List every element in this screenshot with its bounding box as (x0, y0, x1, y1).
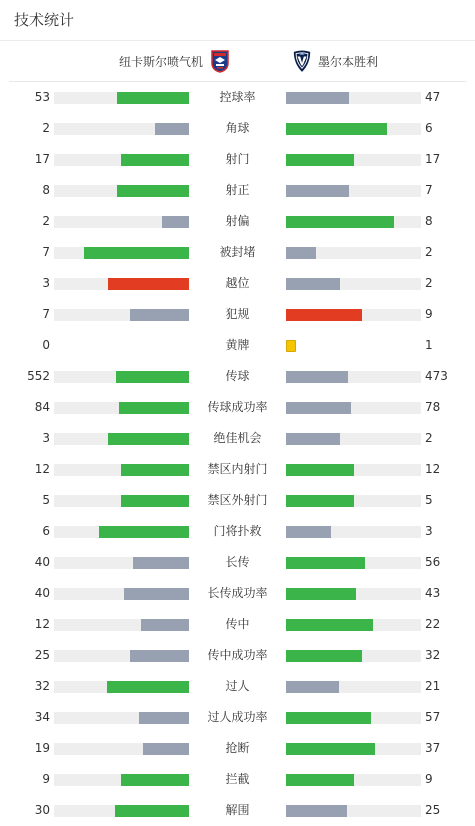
home-bar-fill (121, 464, 189, 476)
home-value: 9 (42, 772, 50, 786)
away-bar-fill (286, 681, 339, 693)
home-bar-fill (117, 92, 189, 104)
home-value: 12 (34, 617, 50, 631)
home-bar-fill (119, 402, 189, 414)
away-bar-track (286, 526, 421, 538)
home-bar-fill (121, 495, 189, 507)
away-bar-track (286, 154, 421, 166)
home-bar-fill (130, 650, 189, 662)
home-value: 40 (34, 555, 50, 569)
stat-label: 抢断 (225, 741, 250, 755)
home-bar-fill (133, 557, 189, 569)
away-bar-fill (286, 712, 371, 724)
home-bar-fill (121, 154, 189, 166)
home-bar-track (54, 216, 189, 228)
stat-label: 过人 (225, 679, 250, 693)
away-value: 2 (425, 245, 433, 259)
home-bar-fill (107, 681, 189, 693)
away-bar-fill (286, 557, 365, 569)
home-bar-track (54, 247, 189, 259)
away-value: 7 (425, 183, 433, 197)
home-value: 552 (27, 369, 50, 383)
stat-row (0, 423, 475, 454)
away-bar-track (286, 309, 421, 321)
home-value: 34 (34, 710, 50, 724)
away-bar-fill (286, 123, 387, 135)
home-bar-track (54, 185, 189, 197)
stat-row (0, 206, 475, 237)
away-bar-track (286, 464, 421, 476)
away-bar-fill (286, 154, 354, 166)
stat-row (0, 764, 475, 795)
stat-label: 射偏 (225, 214, 250, 228)
stat-label: 传球成功率 (207, 400, 268, 414)
stat-label: 角球 (225, 121, 250, 135)
stat-row (0, 578, 475, 609)
home-bar-fill (143, 743, 189, 755)
home-bar-track (54, 278, 189, 290)
stat-label: 传中 (225, 617, 250, 631)
stat-label: 长传 (225, 555, 250, 569)
away-bar-fill (286, 619, 373, 631)
home-team-name: 纽卡斯尔喷气机 (118, 54, 203, 69)
away-bar-track (286, 216, 421, 228)
away-value: 21 (425, 679, 441, 693)
section-title: 技术统计 (0, 0, 475, 41)
stat-label: 门将扑救 (213, 524, 262, 538)
stat-label: 越位 (225, 276, 250, 290)
home-value: 2 (42, 121, 50, 135)
stat-label: 禁区外射门 (207, 493, 268, 507)
away-value: 9 (425, 307, 433, 321)
away-bar-fill (286, 805, 347, 817)
home-value: 17 (34, 152, 50, 166)
away-value: 78 (425, 400, 441, 414)
stat-row (0, 640, 475, 671)
away-bar-fill (286, 743, 375, 755)
away-bar-fill (286, 774, 354, 786)
away-value: 37 (425, 741, 441, 755)
away-bar-track (286, 247, 421, 259)
away-value: 3 (425, 524, 433, 538)
away-bar-track (286, 712, 421, 724)
melbourne-victory-crest-icon (292, 49, 312, 73)
away-team[interactable] (292, 49, 378, 73)
stat-row (0, 733, 475, 764)
away-value: 2 (425, 431, 433, 445)
away-bar-fill (286, 371, 348, 383)
home-bar-fill (124, 588, 189, 600)
away-value: 9 (425, 772, 433, 786)
away-value: 47 (425, 90, 441, 104)
away-value: 43 (425, 586, 441, 600)
stat-row (0, 671, 475, 702)
home-value: 53 (34, 90, 50, 104)
away-bar-fill (286, 526, 331, 538)
home-value: 12 (34, 462, 50, 476)
home-bar-fill (130, 309, 189, 321)
home-bar-track (54, 619, 189, 631)
stats-list (0, 82, 475, 826)
away-bar-fill (286, 185, 349, 197)
away-bar-track (286, 681, 421, 693)
away-team-name: 墨尔本胜利 (318, 54, 379, 69)
away-bar-fill (286, 92, 349, 104)
away-value: 12 (425, 462, 441, 476)
home-bar-track (54, 557, 189, 569)
stat-row (0, 113, 475, 144)
stat-row (0, 82, 475, 113)
stat-row (0, 547, 475, 578)
home-bar-track (54, 123, 189, 135)
away-value: 8 (425, 214, 433, 228)
stat-row (0, 144, 475, 175)
away-value: 5 (425, 493, 433, 507)
home-bar-track (54, 433, 189, 445)
stat-label: 过人成功率 (207, 710, 268, 724)
away-value: 57 (425, 710, 441, 724)
away-bar-track (286, 495, 421, 507)
home-bar-track (54, 526, 189, 538)
home-bar-track (54, 743, 189, 755)
stat-label: 射门 (225, 152, 250, 166)
away-bar-track (286, 774, 421, 786)
home-value: 3 (42, 276, 50, 290)
home-bar-fill (139, 712, 189, 724)
stat-label: 拦截 (225, 772, 250, 786)
away-bar-fill (286, 650, 362, 662)
home-bar-track (54, 371, 189, 383)
away-value: 473 (425, 369, 448, 383)
stat-row (0, 454, 475, 485)
home-bar-track (54, 340, 189, 352)
away-bar-fill (286, 464, 354, 476)
home-bar-track (54, 495, 189, 507)
home-value: 19 (34, 741, 50, 755)
home-bar-fill (162, 216, 189, 228)
away-bar-track (286, 278, 421, 290)
home-value: 30 (34, 803, 50, 817)
away-bar-fill (286, 278, 340, 290)
home-value: 2 (42, 214, 50, 228)
home-bar-track (54, 588, 189, 600)
home-value: 3 (42, 431, 50, 445)
stat-row (0, 485, 475, 516)
stat-row (0, 268, 475, 299)
away-bar-track (286, 371, 421, 383)
away-value: 1 (425, 338, 433, 352)
away-bar-fill (286, 588, 356, 600)
away-bar-fill (286, 216, 394, 228)
home-value: 0 (42, 338, 50, 352)
home-value: 5 (42, 493, 50, 507)
away-bar-track (286, 402, 421, 414)
home-bar-fill (108, 278, 189, 290)
stat-label: 犯规 (225, 307, 250, 321)
stat-label: 控球率 (219, 90, 256, 104)
away-bar-track (286, 433, 421, 445)
home-bar-track (54, 464, 189, 476)
away-value: 17 (425, 152, 441, 166)
away-value: 56 (425, 555, 441, 569)
home-value: 40 (34, 586, 50, 600)
home-bar-fill (155, 123, 189, 135)
home-value: 6 (42, 524, 50, 538)
away-bar-track (286, 619, 421, 631)
away-bar-track (286, 743, 421, 755)
home-bar-track (54, 650, 189, 662)
away-bar-track (286, 123, 421, 135)
away-value: 6 (425, 121, 433, 135)
home-value: 7 (42, 245, 50, 259)
home-bar-fill (84, 247, 189, 259)
home-bar-fill (108, 433, 189, 445)
home-bar-fill (141, 619, 189, 631)
stat-label: 禁区内射门 (207, 462, 268, 476)
stat-row (0, 795, 475, 826)
home-bar-track (54, 402, 189, 414)
home-bar-track (54, 92, 189, 104)
home-bar-track (54, 154, 189, 166)
home-value: 7 (42, 307, 50, 321)
home-bar-fill (99, 526, 189, 538)
away-bar-fill (286, 433, 340, 445)
stat-label: 黄牌 (225, 338, 250, 352)
home-value: 8 (42, 183, 50, 197)
away-bar-fill (286, 309, 362, 321)
home-value: 32 (34, 679, 50, 693)
stat-label: 射正 (225, 183, 250, 197)
away-bar-fill (286, 247, 316, 259)
newcastle-jets-crest-icon (210, 49, 230, 73)
stat-label: 被封堵 (219, 245, 256, 259)
away-value: 2 (425, 276, 433, 290)
away-bar-track (286, 805, 421, 817)
away-bar-track (286, 185, 421, 197)
home-bar-track (54, 681, 189, 693)
stat-row (0, 299, 475, 330)
home-bar-fill (116, 371, 189, 383)
away-bar-track (286, 557, 421, 569)
stat-row (0, 609, 475, 640)
stat-label: 长传成功率 (207, 586, 268, 600)
home-bar-track (54, 712, 189, 724)
stat-label: 解围 (225, 803, 250, 817)
away-value: 25 (425, 803, 441, 817)
stat-row (0, 702, 475, 733)
home-bar-fill (115, 805, 189, 817)
away-bar-fill (286, 495, 354, 507)
stat-row (0, 516, 475, 547)
home-value: 84 (34, 400, 50, 414)
away-bar-track (286, 588, 421, 600)
away-bar-track (286, 92, 421, 104)
stat-label: 传中成功率 (207, 648, 268, 662)
away-bar-fill (286, 402, 351, 414)
home-bar-track (54, 309, 189, 321)
away-bar-track (286, 650, 421, 662)
teams-header (9, 41, 466, 82)
stat-row (0, 175, 475, 206)
stat-row (0, 237, 475, 268)
stat-label: 绝佳机会 (213, 431, 262, 445)
away-value: 32 (425, 648, 441, 662)
home-bar-fill (121, 774, 189, 786)
home-bar-track (54, 774, 189, 786)
home-team[interactable] (119, 49, 230, 73)
yellow-card-icon (286, 340, 296, 352)
stat-row (0, 392, 475, 423)
home-bar-fill (117, 185, 189, 197)
stat-row (0, 330, 475, 361)
away-value: 22 (425, 617, 441, 631)
away-bar-track (286, 340, 421, 352)
home-value: 25 (34, 648, 50, 662)
stat-label: 传球 (225, 369, 250, 383)
stat-row (0, 361, 475, 392)
home-bar-track (54, 805, 189, 817)
